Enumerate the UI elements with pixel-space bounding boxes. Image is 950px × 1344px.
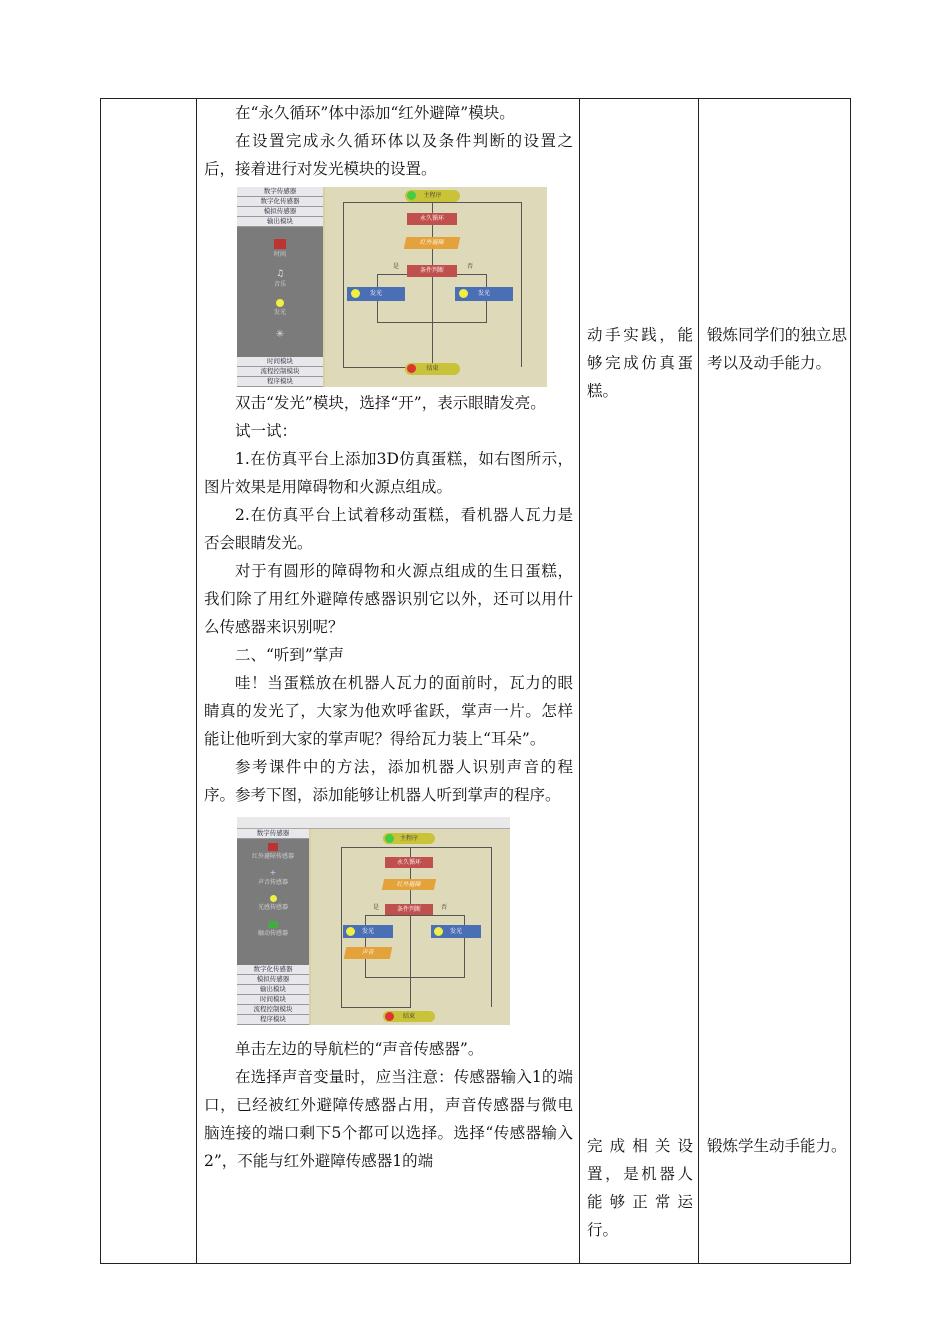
no-label: 否 xyxy=(467,263,474,270)
menu-item: 时间模块 xyxy=(237,995,309,1005)
start-node: 主程序 xyxy=(383,833,435,844)
menu-item: 程序模块 xyxy=(237,1015,309,1025)
palette-label: 时间 xyxy=(273,251,286,258)
music-icon: ♫ 音乐 xyxy=(273,269,286,288)
sound-sensor-icon: + 声音传感器 xyxy=(257,868,288,886)
condition-node: 条件判断 xyxy=(407,265,457,277)
menu-item: 数字传感器 xyxy=(237,829,309,839)
flowchart-screenshot-1 xyxy=(237,187,547,387)
ir-sensor-icon xyxy=(237,843,309,860)
touch-sensor-icon xyxy=(237,921,309,937)
ir-node: 红外避障 xyxy=(382,879,436,890)
paragraph: 2.在仿真平台上试着移动蛋糕，看机器人瓦力是否会眼睛发光。 xyxy=(204,506,573,552)
menu-item: 模拟传感器 xyxy=(237,975,309,985)
paragraph: 对于有圆形的障碍物和火源点组成的生日蛋糕，我们除了用红外避障传感器识别它以外，还可以用什么传感器来识别呢？ xyxy=(204,562,573,636)
light-node: 发光 xyxy=(343,925,393,938)
palette-label: 红外避障传感器 xyxy=(251,853,294,860)
palette-label: 音乐 xyxy=(273,281,286,288)
lesson-table xyxy=(100,98,851,1264)
module-panel xyxy=(237,829,309,1025)
light-sensor-icon xyxy=(237,895,309,911)
condition-node: 条件判断 xyxy=(385,904,433,915)
timer-icon xyxy=(237,239,323,258)
flowchart-screenshot-2 xyxy=(237,817,510,1025)
menu-item: 输出模块 xyxy=(237,217,323,227)
menu-item: 模拟传感器 xyxy=(237,207,323,217)
ir-node: 红外避障 xyxy=(404,237,461,249)
menu-item: 流程控制模块 xyxy=(237,367,323,377)
palette-label: 发光 xyxy=(273,309,286,316)
yes-label: 是 xyxy=(373,904,380,911)
menu-item: 输出模块 xyxy=(237,985,309,995)
menu-item: 数字化传感器 xyxy=(237,965,309,975)
flow-canvas xyxy=(311,829,510,1025)
toolbar xyxy=(237,817,510,829)
menu-item: 时间模块 xyxy=(237,357,323,367)
light-node: 发光 xyxy=(347,287,405,301)
flow-canvas xyxy=(325,187,547,387)
menu-item: 程序模块 xyxy=(237,377,323,387)
menu-item: 流程控制模块 xyxy=(237,1005,309,1015)
loop-node: 永久循环 xyxy=(385,857,433,868)
yes-label: 是 xyxy=(393,263,400,270)
design-intent-2: 锻炼学生动手能力。 xyxy=(707,1137,847,1155)
paragraph: 1.在仿真平台上添加3D仿真蛋糕，如右图所示，图片效果是用障碍物和火源点组成。 xyxy=(204,450,573,496)
no-label: 否 xyxy=(441,904,448,911)
menu-item: 数字化传感器 xyxy=(237,197,323,207)
paragraph: 参考课件中的方法，添加机器人识别声音的程序。参考下图，添加能够让机器人听到掌声的程序。 xyxy=(204,758,573,804)
light-icon xyxy=(237,299,323,316)
palette-label: 光感传感器 xyxy=(257,904,288,911)
paragraph: 在“永久循环”体中添加“红外避障”模块。 xyxy=(235,104,515,122)
end-node: 结束 xyxy=(383,1011,435,1022)
module-panel xyxy=(237,187,323,387)
paragraph: 哇！当蛋糕放在机器人瓦力的面前时，瓦力的眼睛真的发光了，大家为他欢呼雀跃，掌声一片。怎样能让他听到大家的掌声呢？得给瓦力装上“耳朵”。 xyxy=(204,674,573,748)
end-node: 结束 xyxy=(405,363,460,375)
palette-label: 触动传感器 xyxy=(257,930,288,937)
paragraph: 在设置完成永久循环体以及条件判断的设置之后，接着进行对发光模块的设置。 xyxy=(204,132,573,178)
start-node: 主程序 xyxy=(405,190,460,202)
light-node: 发光 xyxy=(431,925,481,938)
paragraph: 单击左边的导航栏的“声音传感器”。 xyxy=(235,1040,484,1058)
paragraph: 双击“发光”模块，选择“开”，表示眼睛发亮。 xyxy=(235,394,546,412)
column-divider xyxy=(698,99,699,1263)
paragraph: 试一试： xyxy=(235,422,298,440)
loop-node: 永久循环 xyxy=(407,213,457,225)
student-activity-1: 动手实践，能够完成仿真蛋糕。 xyxy=(587,326,693,400)
spark-icon: ✳ xyxy=(275,329,285,340)
menu-item: 数字传感器 xyxy=(237,187,323,197)
light-node: 发光 xyxy=(455,287,513,301)
section-heading: 二、“听到”掌声 xyxy=(235,646,344,664)
student-activity-2: 完成相关设置，是机器人能够正常运行。 xyxy=(587,1137,693,1239)
design-intent-1: 锻炼同学们的独立思考以及动手能力。 xyxy=(707,326,847,372)
paragraph: 在选择声音变量时，应当注意：传感器输入1的端口，已经被红外避障传感器占用，声音传感器与微电脑连接的端口剩下5个都可以选择。选择“传感器输入2”，不能与红外避障传感器1的端 xyxy=(204,1068,573,1170)
sound-node: 声音 xyxy=(344,947,393,959)
teaching-process-column xyxy=(197,99,581,1175)
palette-label: 声音传感器 xyxy=(257,879,288,886)
